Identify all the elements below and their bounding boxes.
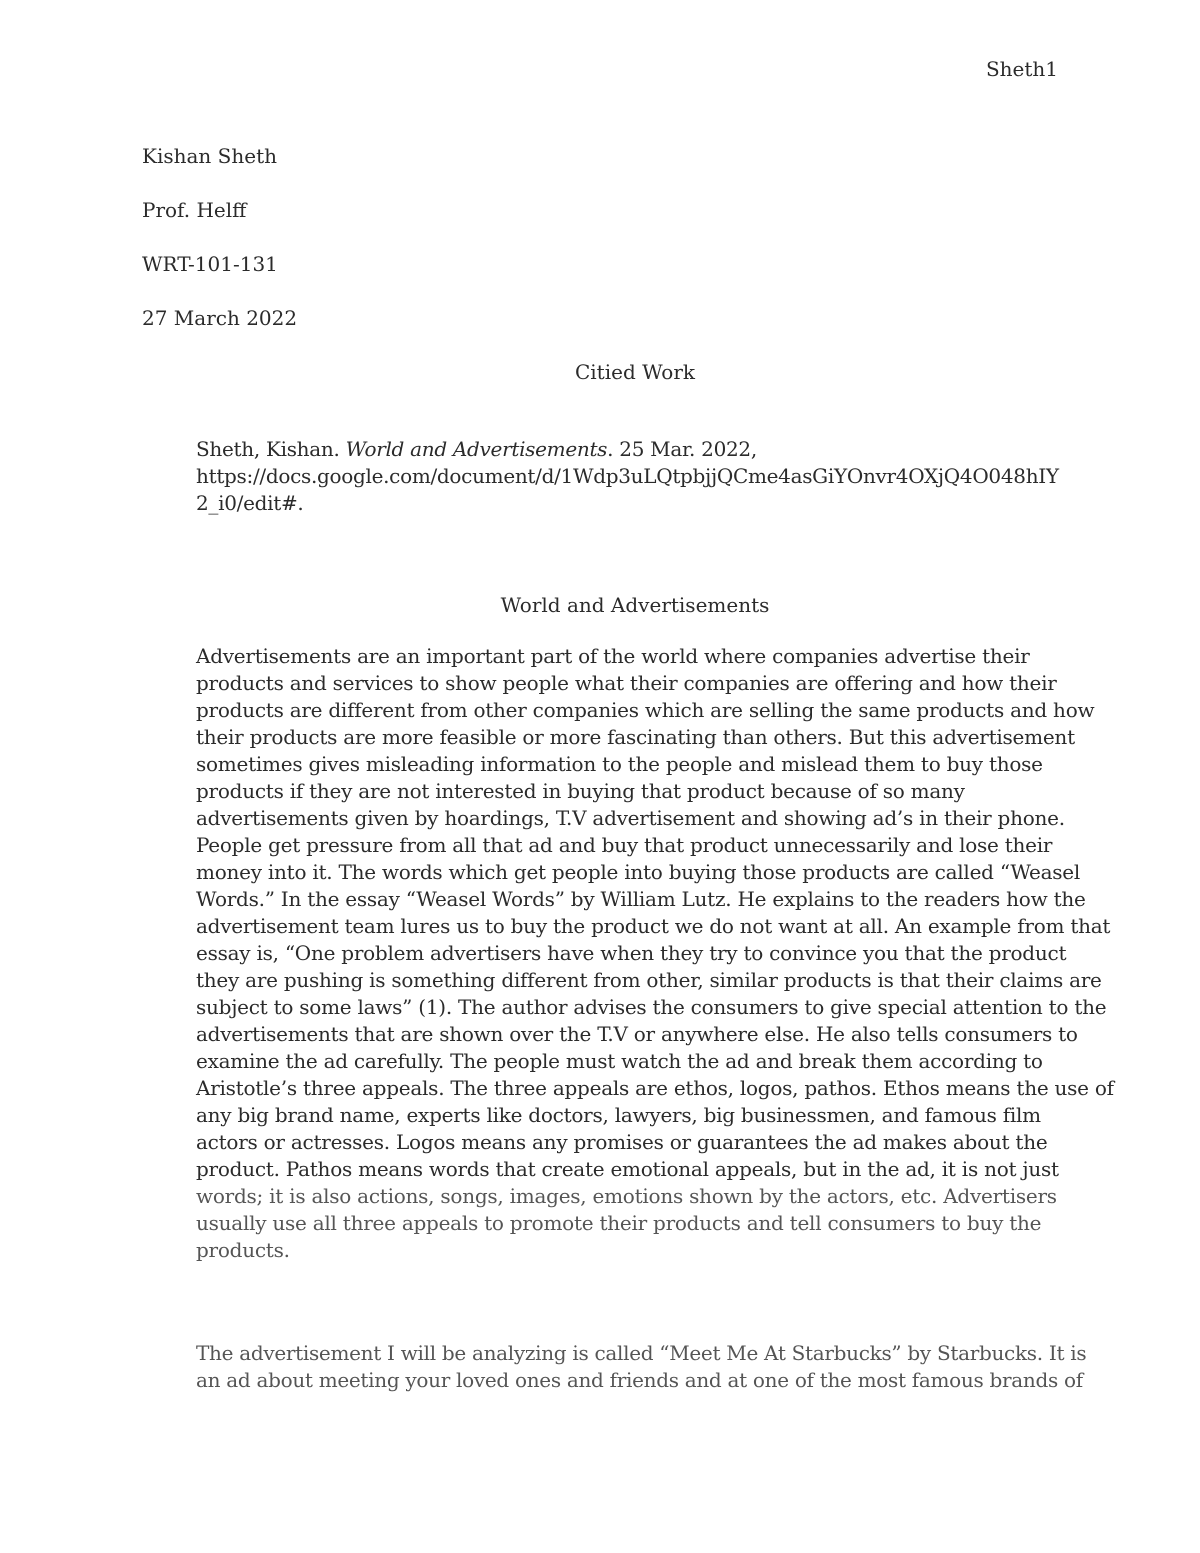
works-cited-title: Citied Work xyxy=(574,360,696,384)
paragraph-line: an ad about meeting your loved ones and friends and at one of the most famous brands of xyxy=(196,1368,1083,1392)
paragraph-line: The advertisement I will be analyzing is called “Meet Me At Starbucks” by Starbucks. It is xyxy=(196,1341,1087,1365)
paragraph-line: advertisements that are shown over the T.V or anywhere else. He also tells consumers to xyxy=(196,1022,1078,1046)
paragraph-line: money into it. The words which get people into buying those products are called “Weasel xyxy=(196,860,1081,884)
citation-entry xyxy=(196,436,1066,517)
paragraph-line: actors or actresses. Logos means any promises or guarantees the ad makes about the xyxy=(196,1130,1048,1154)
paragraph-line: any big brand name, experts like doctors, lawyers, big businessmen, and famous film xyxy=(196,1103,1041,1127)
paragraph-line: product. Pathos means words that create emotional appeals, but in the ad, it is not just xyxy=(196,1157,1059,1181)
paragraph-line: products are different from other companies which are selling the same products and how xyxy=(196,698,1095,722)
course-code: WRT-101-131 xyxy=(142,252,278,276)
paragraph-line: products. xyxy=(196,1238,290,1262)
paragraph-line: advertisements given by hoardings, T.V advertisement and showing ad’s in their phone. xyxy=(196,806,1065,830)
essay-title: World and Advertisements xyxy=(500,593,770,617)
paragraph-line: sometimes gives misleading information to the people and mislead them to buy those xyxy=(196,752,1043,776)
citation-title: World and Advertisements xyxy=(345,437,608,461)
paragraph-line: products and services to show people what their companies are offering and how their xyxy=(196,671,1057,695)
citation-date: . 25 Mar. 2022, xyxy=(607,437,757,461)
running-head: Sheth1 xyxy=(985,57,1058,81)
paragraph-line: usually use all three appeals to promote their products and tell consumers to buy the xyxy=(196,1211,1042,1235)
paragraph-line: advertisement team lures us to buy the product we do not want at all. An example from that xyxy=(196,914,1111,938)
paragraph-line: products if they are not interested in buying that product because of so many xyxy=(196,779,965,803)
paragraph-line: subject to some laws” (1). The author advises the consumers to give special attention to the xyxy=(196,995,1107,1019)
paragraph-line: Words.” In the essay “Weasel Words” by William Lutz. He explains to the readers how the xyxy=(196,887,1086,911)
author-name: Kishan Sheth xyxy=(142,144,277,168)
paragraph-line: their products are more feasible or more fascinating than others. But this advertisement xyxy=(196,725,1075,749)
citation-url-line-2: 2_i0/edit#. xyxy=(196,491,304,515)
citation-line-1 xyxy=(196,436,1066,463)
paragraph-line: People get pressure from all that ad and buy that product unnecessarily and lose their xyxy=(196,833,1053,857)
paragraph-line: Advertisements are an important part of the world where companies advertise their xyxy=(196,644,1030,668)
citation-url-line-1: https://docs.google.com/document/d/1Wdp3uLQtpbjjQCme4asGiYOnvr4OXjQ4O048hIY xyxy=(196,464,1059,488)
citation-author: Sheth, Kishan. xyxy=(196,437,346,461)
instructor-name: Prof. Helff xyxy=(142,198,247,222)
document-date: 27 March 2022 xyxy=(142,306,298,330)
paragraph-line: they are pushing is something different from other, similar products is that their claims are xyxy=(196,968,1102,992)
paragraph-line: words; it is also actions, songs, images, emotions shown by the actors, etc. Advertisers xyxy=(196,1184,1057,1208)
essay-paragraph-1 xyxy=(196,643,1114,1264)
paragraph-line: examine the ad carefully. The people must watch the ad and break them according to xyxy=(196,1049,1043,1073)
paragraph-line: Aristotle’s three appeals. The three appeals are ethos, logos, pathos. Ethos means the use of xyxy=(196,1076,1114,1100)
paragraph-line: essay is, “One problem advertisers have when they try to convince you that the product xyxy=(196,941,1067,965)
essay-paragraph-2 xyxy=(196,1340,1087,1394)
